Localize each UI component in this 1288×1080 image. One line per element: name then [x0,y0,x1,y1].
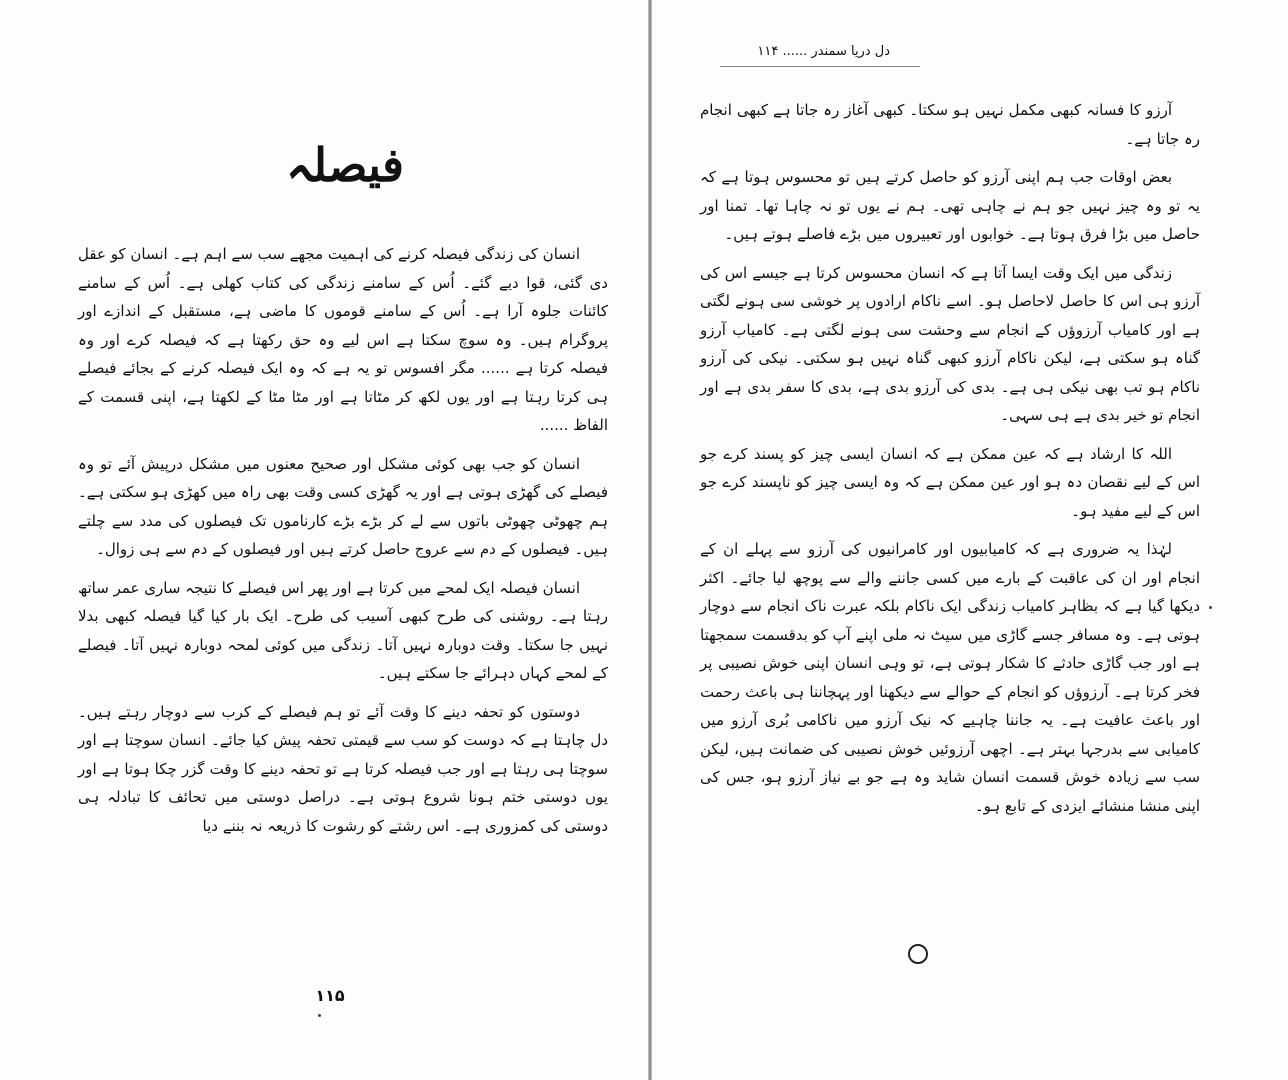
chapter-title: فیصلہ [286,138,404,192]
page-number: ۱۱۵ [315,986,345,1005]
left-paragraph-4: دوستوں کو تحفہ دینے کا وقت آئے تو ہم فیصلے کے کرب سے دوچار رہتے ہیں۔ دل چاہتا ہے کہ دوست کو سب سے قیمتی تحفہ پیش کیا جائے۔ انسان سوچتا ہے اور سوچتا ہی رہتا ہے اور جب فیصلہ کرتا ہے تو تحفہ دینے کا وقت گزر چکا ہوتا ہے اور یوں دوستی ختم ہونا شروع ہوتی ہے۔ دراصل دوستی میں تحائف کا تبادلہ ہی دوستی کی کمزوری ہے۔ اس رشتے کو رشوت کا ذریعہ نہ بننے دیا [78,702,608,835]
left-paragraph-1: انسان کی زندگی فیصلہ کرنے کی اہمیت مجھے سب سے اہم ہے۔ انسان کو عقل دی گئی، قوا دیے گئے۔ اُس کے سامنے زندگی کی کتاب کھلی ہے۔ اُس کے سامنے کائنات جلوہ آرا ہے۔ اُس کے سامنے قوموں کا ماضی ہے، مستقبل کے اندازے اور پروگرام ہیں۔ وہ سوچ سکتا ہے اس لیے وہ حق رکھتا ہے کہ فیصلہ کرے اور وہ فیصلہ کرتا ہے ...... مگر افسوس تو یہ ہے کہ وہ ایک فیصلہ کرنے کے بجائے فیصلے ہی کرتا رہتا ہے اور یوں لکھ کر مٹاتا ہے اور مٹا مٹا کے لکھتا ہے، اپنی قسمت کے الفاظ ...... [78,245,608,434]
print-speck [1209,606,1212,609]
right-page-body [700,96,1200,830]
right-paragraph-2: بعض اوقات جب ہم اپنی آرزو کو حاصل کرتے ہیں تو محسوس ہوتا ہے کہ یہ تو وہ چیز نہیں جو ہم نے چاہی تھی۔ ہم نے یوں تو نہ چاہا تھا۔ تمنا اور حاصل میں بڑا فرق ہوتا ہے۔ خوابوں اور تعبیروں میں بڑے فاصلے ہوتے ہیں۔ [700,168,1200,243]
header-rule [720,66,920,67]
right-paragraph-4: اللہ کا ارشاد ہے کہ عین ممکن ہے کہ انسان ایسی چیز کو پسند کرے جو اس کے لیے نقصان دہ ہو اور عین ممکن ہے کہ وہ ایسی چیز کو ناپسند کرے جو اس کے لیے مفید ہو۔ [700,444,1200,520]
left-page-body [78,240,608,850]
right-paragraph-5: لہٰذا یہ ضروری ہے کہ کامیابیوں اور کامرانیوں کی آرزو سے پہلے ان کے انجام اور ان کی عاقبت کے بارے میں کسی جاننے والے سے پوچھ لیا جائے۔ اکثر دیکھا گیا ہے کہ بظاہر کامیاب زندگی ایک ناکام بلکہ عبرت ناک انجام سے دوچار ہوتی ہے۔ وہ مسافر جسے گاڑی میں سیٹ نہ ملی اپنے آپ کو بدقسمت سمجھتا ہے اور جب گاڑی حادثے کا شکار ہوتی ہے، تو وہی انسان اپنی خوش نصیبی پر فخر کرتا ہے۔ آرزوؤں کو انجام کے حوالے سے دیکھنا اور پہچاننا ہی باعث رحمت اور باعث عافیت ہے۔ یہ جاننا چاہیے کہ نیک آرزو میں ناکامی بُری آرزو میں کامیابی سے بدرجہا بہتر ہے۔ اچھی آرزوئیں خوش نصیبی کی ضمانت ہیں، لیکن سب سے زیادہ خوش قسمت انسان شاید وہ ہے جو بے نیاز آرزو ہو، جس کی اپنی منشا منشائے ایزدی کے تابع ہو۔ [700,540,1200,815]
right-paragraph-1: آرزو کا فسانہ کبھی مکمل نہیں ہو سکتا۔ کبھی آغاز رہ جاتا ہے کبھی انجام رہ جاتا ہے۔ [700,101,1200,148]
running-head: دل دریا سمندر ...... ۱۱۴ [757,44,890,59]
left-paragraph-3: انسان فیصلہ ایک لمحے میں کرتا ہے اور پھر اس فیصلے کا نتیجہ ساری عمر ساتھ رہتا ہے۔ روشنی کی طرح کبھی آسیب کی طرح۔ ایک بار کیا گیا فیصلہ کبھی بدلا نہیں جا سکتا۔ وقت دوبارہ نہیں آتا۔ زندگی میں کوئی لمحہ دوبارہ نہیں آتا۔ فیصلے کے لمحے کہاں دہرائے جا سکتے ہیں۔ [78,578,608,682]
right-paragraph-3: زندگی میں ایک وقت ایسا آتا ہے کہ انسان محسوس کرتا ہے جیسے اس کی آرزو ہی اس کا حاصل لاحاصل ہو۔ اسے ناکام ارادوں پر خوشی سی ہونے لگتی ہے اور کامیاب آرزوؤں کے انجام سے وحشت سی ہونے لگتی ہے۔ کامیاب آرزو گناہ ہو سکتی ہے، لیکن ناکام آرزو کبھی گناہ نہیں ہو سکتی۔ نیکی کی آرزو ناکام ہو تب بھی نیکی ہی ہے۔ بدی کی آرزو بدی ہے، بدی کا سفر بدی ہے اور انجام تو خیر بدی ہے ہی سہی۔ [700,263,1200,424]
print-speck [318,1014,321,1017]
chapter-end-circle-icon [908,944,928,964]
left-paragraph-2: انسان کو جب بھی کوئی مشکل اور صحیح معنوں میں مشکل درپیش آئے تو وہ فیصلے کی گھڑی ہوتی ہے اور یہ گھڑی کسی وقت بھی راہ میں کھڑی ہو سکتی ہے۔ ہم چھوٹی چھوٹی باتوں سے لے کر بڑے بڑے کارناموں تک فیصلوں کی مدد سے چلتے ہیں۔ فیصلوں کے دم سے عروج حاصل کرتے ہیں اور فیصلوں کے دم سے ہی زوال۔ [78,454,608,558]
